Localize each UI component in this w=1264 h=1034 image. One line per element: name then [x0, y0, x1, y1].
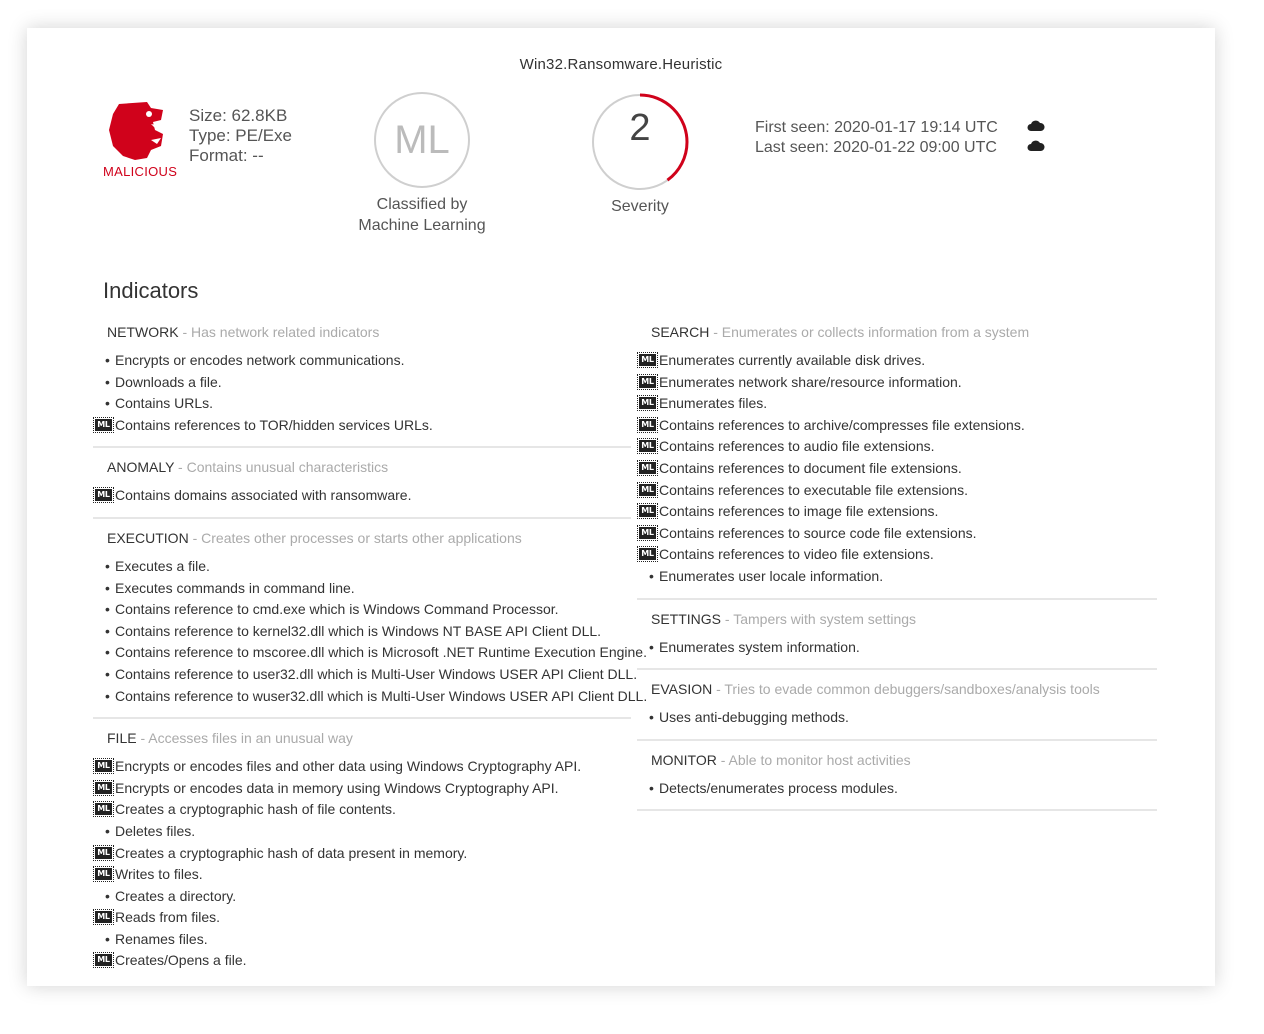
- indicator-text: Writes to files.: [115, 866, 203, 883]
- section-header: [651, 750, 1157, 770]
- indicator-item: [93, 578, 631, 600]
- indicator-text: Enumerates user locale information.: [659, 567, 884, 584]
- bullet-icon: •: [649, 567, 654, 584]
- bullet-icon: •: [105, 887, 110, 904]
- ml-icon: ML: [639, 505, 656, 517]
- indicator-item: [93, 485, 631, 507]
- section-name: EVASION: [651, 681, 713, 698]
- file-format: Format: --: [189, 146, 264, 165]
- indicator-item: [637, 372, 1157, 394]
- indicator-section-settings: [637, 609, 1157, 671]
- indicators-right-column: [637, 322, 1157, 820]
- indicator-item: [637, 778, 1157, 800]
- indicator-item: [93, 415, 631, 437]
- indicator-item: [93, 886, 631, 908]
- indicator-text: Creates a cryptographic hash of data present in memory.: [115, 844, 468, 861]
- ml-icon: ML: [95, 847, 112, 859]
- bullet-icon: •: [105, 822, 110, 839]
- ml-icon: ML: [95, 911, 112, 923]
- ml-icon: ML: [95, 419, 112, 431]
- ml-icon: ML: [639, 354, 656, 366]
- indicator-text: Creates a cryptographic hash of file contents.: [115, 801, 396, 818]
- first-seen: First seen: 2020-01-17 19:14 UTC: [755, 119, 998, 136]
- indicator-item: [93, 907, 631, 929]
- severity-label: Severity: [611, 198, 669, 215]
- bullet-icon: •: [105, 579, 110, 596]
- severity-gauge: [590, 92, 690, 192]
- indicator-item: [637, 523, 1157, 545]
- indicator-text: Contains references to image file extensions.: [659, 503, 939, 520]
- file-type: Type: PE/Exe: [189, 126, 292, 145]
- indicator-text: Executes commands in command line.: [115, 579, 355, 596]
- indicator-text: Contains reference to mscoree.dll which is Microsoft .NET Runtime Execution Engine.: [115, 644, 647, 661]
- bullet-icon: •: [649, 709, 654, 726]
- section-name: FILE: [107, 730, 137, 747]
- indicator-text: Contains reference to kernel32.dll which is Windows NT BASE API Client DLL.: [115, 622, 602, 639]
- bullet-icon: •: [105, 373, 110, 390]
- section-header: [107, 528, 631, 548]
- indicator-section-monitor: [637, 750, 1157, 812]
- section-description: - Tries to evade common debuggers/sandboxes/analysis tools: [712, 681, 1100, 698]
- ml-icon: ML: [639, 462, 656, 474]
- threat-name-title: Win32.Ransomware.Heuristic: [519, 56, 723, 73]
- indicator-text: Contains references to archive/compresses file extensions.: [659, 416, 1025, 433]
- section-name: NETWORK: [107, 324, 179, 340]
- section-description: - Contains unusual characteristics: [174, 459, 389, 476]
- ml-icon: ML: [95, 489, 112, 501]
- indicator-text: Contains domains associated with ransomware.: [115, 487, 412, 504]
- indicator-item: [637, 566, 1157, 588]
- indicator-text: Encrypts or encodes network communications.: [115, 352, 405, 368]
- ml-icon: ML: [639, 376, 656, 388]
- last-seen: Last seen: 2020-01-22 09:00 UTC: [755, 139, 997, 156]
- cloud-icon: [1027, 140, 1045, 152]
- indicator-text: Contains references to executable file extensions.: [659, 481, 968, 498]
- severity-value: 2: [629, 107, 651, 149]
- indicator-item: [93, 686, 648, 708]
- section-description: - Has network related indicators: [178, 324, 380, 340]
- bullet-icon: •: [105, 352, 110, 368]
- indicator-text: Uses anti-debugging methods.: [659, 709, 849, 726]
- indicator-text: Contains URLs.: [115, 395, 214, 412]
- indicator-item: [637, 350, 1157, 372]
- section-header: [651, 609, 1157, 629]
- indicator-item: [93, 843, 631, 865]
- section-name: ANOMALY: [107, 459, 175, 476]
- section-name: SEARCH: [651, 324, 710, 340]
- indicator-text: Downloads a file.: [115, 373, 222, 390]
- ml-icon: ML: [95, 782, 112, 794]
- ml-icon: ML: [639, 527, 656, 539]
- section-name: EXECUTION: [107, 529, 189, 546]
- indicator-text: Encrypts or encodes data in memory using Windows Cryptography API.: [115, 779, 559, 796]
- indicator-item: [93, 929, 631, 951]
- indicator-item: [637, 501, 1157, 523]
- indicator-text: Creates/Opens a file.: [115, 952, 247, 969]
- indicator-item: [93, 642, 647, 664]
- indicator-text: Contains references to video file extensions.: [659, 546, 934, 563]
- indicator-item: [93, 864, 631, 886]
- indicator-section-evasion: [637, 679, 1157, 741]
- indicators-heading: Indicators: [103, 278, 199, 303]
- indicator-item: [93, 756, 631, 778]
- section-description: - Tampers with system settings: [721, 610, 917, 627]
- indicator-text: Enumerates network share/resource information.: [659, 373, 962, 390]
- severity-block: [580, 92, 700, 217]
- indicator-text: Executes a file.: [115, 557, 210, 574]
- ml-icon: ML: [639, 548, 656, 560]
- report-card: [27, 28, 1215, 986]
- bullet-icon: •: [105, 930, 110, 947]
- indicator-text: Renames files.: [115, 930, 208, 947]
- ml-icon: ML: [639, 440, 656, 452]
- section-name: SETTINGS: [651, 610, 722, 627]
- indicator-text: Contains references to source code file extensions.: [659, 524, 977, 541]
- indicator-item: [93, 778, 631, 800]
- indicator-item: [637, 415, 1157, 437]
- indicator-text: Encrypts or encodes files and other data using Windows Cryptography API.: [115, 758, 582, 775]
- indicator-item: [93, 372, 631, 394]
- bullet-icon: •: [649, 638, 654, 655]
- section-header: [651, 322, 1157, 342]
- indicator-text: Enumerates system information.: [659, 638, 860, 655]
- classification-line1: Classified by: [376, 196, 468, 213]
- indicator-item: [637, 637, 1157, 659]
- indicator-text: Contains reference to user32.dll which is Multi-User Windows USER API Client DLL.: [115, 665, 638, 682]
- indicator-section-anomaly: [93, 457, 631, 519]
- indicator-item: [93, 821, 631, 843]
- indicator-text: Contains reference to wuser32.dll which is Multi-User Windows USER API Client DLL.: [115, 687, 648, 704]
- file-info: [189, 106, 292, 166]
- bullet-icon: •: [105, 644, 110, 661]
- ml-badge-ring: ML: [374, 92, 470, 188]
- indicator-text: Reads from files.: [115, 909, 221, 926]
- indicator-item: [93, 950, 631, 972]
- indicator-text: Contains references to TOR/hidden services URLs.: [115, 416, 433, 433]
- bullet-icon: •: [105, 601, 110, 618]
- classification-block: [357, 92, 487, 236]
- indicator-item: [93, 599, 631, 621]
- verdict-block: [103, 100, 178, 179]
- bullet-icon: •: [649, 779, 654, 796]
- bullet-icon: •: [105, 665, 110, 682]
- indicator-item: [637, 393, 1157, 415]
- ml-icon: ML: [639, 397, 656, 409]
- seen-info: [755, 118, 998, 158]
- ml-icon: ML: [95, 868, 112, 880]
- verdict-label: MALICIOUS: [103, 164, 178, 179]
- bullet-icon: •: [105, 557, 110, 574]
- section-description: - Enumerates or collects information from a system: [709, 324, 1030, 340]
- indicator-item: [93, 393, 631, 415]
- section-description: - Creates other processes or starts other applications: [188, 529, 522, 546]
- indicator-text: Contains references to document file extensions.: [659, 459, 962, 476]
- indicator-item: [637, 436, 1157, 458]
- indicator-text: Creates a directory.: [115, 887, 237, 904]
- ml-icon: ML: [95, 954, 112, 966]
- file-size: Size: 62.8KB: [189, 106, 288, 125]
- indicator-item: [93, 350, 631, 372]
- indicator-item: [93, 664, 638, 686]
- ml-icon: ML: [639, 484, 656, 496]
- section-header: [107, 457, 631, 477]
- section-description: - Able to monitor host activities: [716, 751, 911, 768]
- malicious-monster-icon: [107, 100, 165, 162]
- indicator-text: Detects/enumerates process modules.: [659, 779, 898, 796]
- bullet-icon: •: [105, 395, 110, 412]
- section-header: [107, 322, 631, 342]
- indicator-text: Contains references to audio file extensions.: [659, 438, 935, 455]
- indicator-section-network: [93, 322, 631, 448]
- indicator-item: [93, 799, 631, 821]
- cloud-icon: [1027, 120, 1045, 132]
- indicator-item: [93, 621, 631, 643]
- indicator-section-file: [93, 728, 631, 982]
- indicator-item: [637, 458, 1157, 480]
- indicator-text: Contains reference to cmd.exe which is Windows Command Processor.: [115, 601, 559, 618]
- indicator-text: Deletes files.: [115, 822, 196, 839]
- section-name: MONITOR: [651, 751, 717, 768]
- indicators-left-column: [93, 322, 648, 991]
- ml-icon: ML: [95, 760, 112, 772]
- indicator-text: Enumerates currently available disk drives.: [659, 352, 926, 368]
- indicator-section-search: [637, 322, 1157, 600]
- indicator-item: [637, 544, 1157, 566]
- ml-icon: ML: [95, 803, 112, 815]
- indicator-item: [637, 480, 1157, 502]
- section-header: [651, 679, 1157, 699]
- indicator-item: [637, 707, 1157, 729]
- classification-line2: Machine Learning: [358, 217, 486, 234]
- bullet-icon: •: [105, 687, 110, 704]
- indicator-item: [93, 556, 631, 578]
- ml-icon: ML: [639, 419, 656, 431]
- section-header: [107, 728, 631, 748]
- indicator-text: Enumerates files.: [659, 395, 768, 412]
- bullet-icon: •: [105, 622, 110, 639]
- section-description: - Accesses files in an unusual way: [136, 730, 353, 747]
